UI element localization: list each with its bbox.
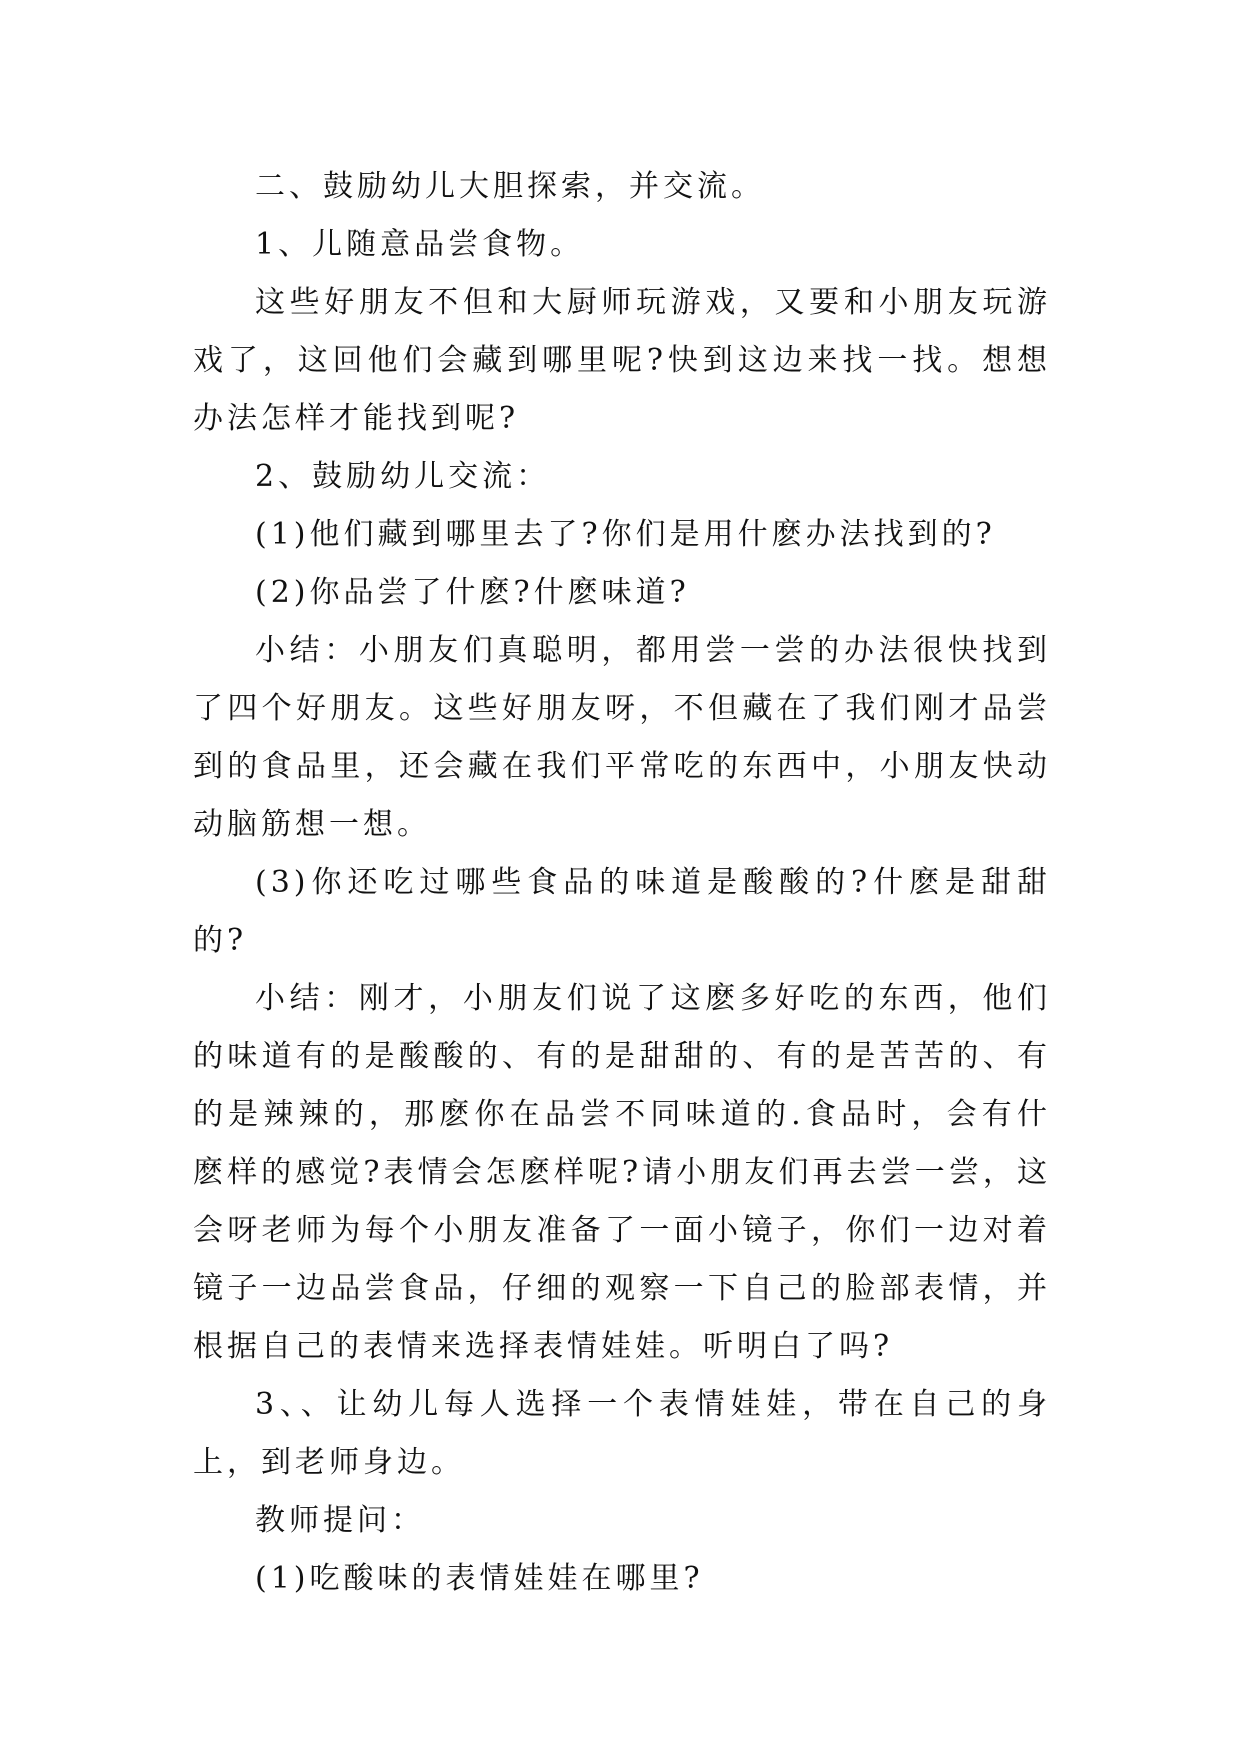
document-body <box>193 158 1051 1608</box>
question-item: (3)你还吃过哪些食品的味道是酸酸的?什麽是甜甜的? <box>193 865 1051 958</box>
summary-paragraph: 小结：刚才，小朋友们说了这麽多好吃的东西，他们的味道有的是酸酸的、有的是甜甜的、有的是苦苦的、有的是辣辣的，那麽你在品尝不同味道的.食品时，会有什麽样的感觉?表情会怎麽样呢?请小朋友们再去尝一尝，这会呀老师为每个小朋友准备了一面小镜子，你们一边对着镜子一边品尝食品，仔细的观察一下自己的脸部表情，并根据自己的表情来选择表情娃娃。听明白了吗? <box>193 981 1051 1364</box>
step-1-heading: 1、儿随意品尝食物。 <box>255 227 585 262</box>
step-2-heading: 2、鼓励幼儿交流： <box>255 459 551 494</box>
question-item: (1)吃酸味的表情娃娃在哪里? <box>255 1561 704 1596</box>
summary-paragraph: 小结：小朋友们真聪明，都用尝一尝的办法很快找到了四个好朋友。这些好朋友呀，不但藏在了我们刚才品尝到的食品里，还会藏在我们平常吃的东西中，小朋友快动动脑筋想一想。 <box>193 633 1051 842</box>
question-item: (1)他们藏到哪里去了?你们是用什麽办法找到的? <box>255 517 996 552</box>
question-item: (2)你品尝了什麽?什麽味道? <box>255 575 690 610</box>
step-3-paragraph: 3、、让幼儿每人选择一个表情娃娃，带在自己的身上，到老师身边。 <box>193 1387 1051 1480</box>
teacher-questions-heading: 教师提问： <box>255 1503 425 1538</box>
section-heading: 二、鼓励幼儿大胆探索，并交流。 <box>255 169 765 204</box>
body-paragraph: 这些好朋友不但和大厨师玩游戏，又要和小朋友玩游戏了，这回他们会藏到哪里呢?快到这边来找一找。想想办法怎样才能找到呢? <box>193 285 1051 436</box>
